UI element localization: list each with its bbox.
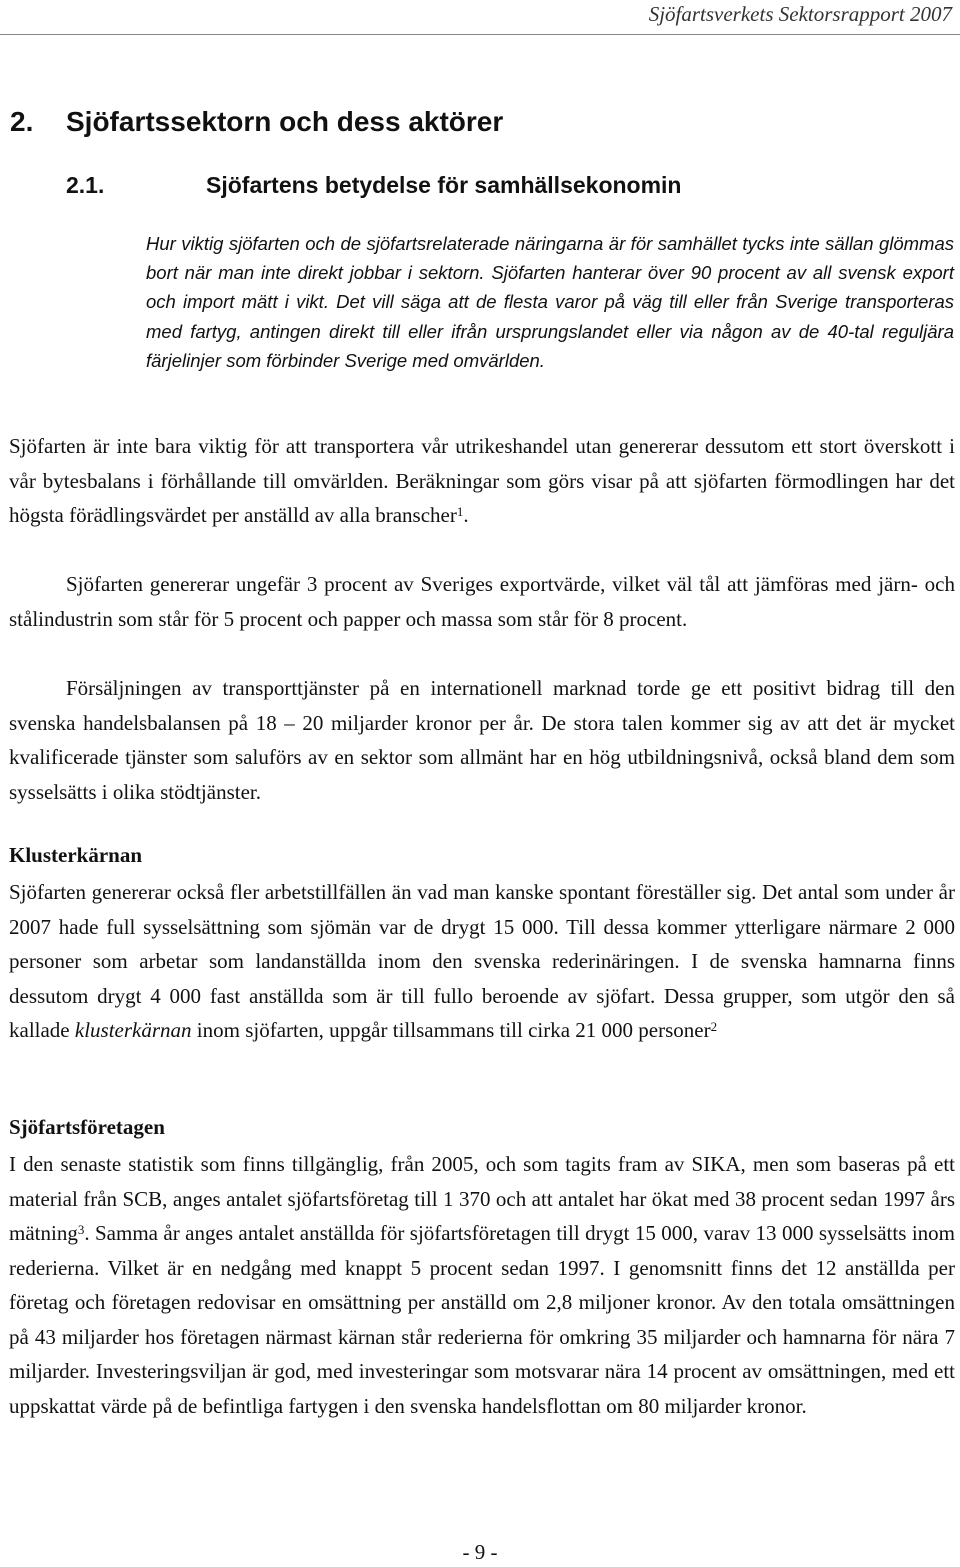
paragraph-2: Sjöfarten genererar ungefär 3 procent av Sveriges exportvärde, vilket väl tål att jämföras med järn- och stålindustrin som står för 5 procent och papper och massa som står för 8 procent. bbox=[9, 572, 955, 631]
section-title: Sjöfartens betydelse för samhällsekonomin bbox=[206, 172, 682, 198]
klusterkarnan-term: klusterkärnan bbox=[74, 1018, 192, 1042]
chapter-title: Sjöfartssektorn och dess aktörer bbox=[66, 106, 504, 137]
klusterkarnan-text-b: inom sjöfarten, uppgår tillsammans till cirka 21 000 personer bbox=[191, 1018, 711, 1042]
paragraph-1 bbox=[9, 429, 955, 533]
running-header: Sjöfartsverkets Sektorsrapport 2007 bbox=[648, 2, 952, 26]
sjofartsforetagen-text-a: I den senaste statistik som finns tillgänglig, från 2005, och som tagits fram av SIKA, men som baseras på ett material från SCB, anges antalet sjöfartsföretag till 1 370 och att antalet har ökat med 38 procent sedan 1997 års mätning bbox=[9, 1152, 955, 1245]
paragraph-1-text: Sjöfarten är inte bara viktig för att transportera vår utrikeshandel utan genererar dessutom ett stort överskott i vår bytesbalans i förhållande till omvärlden. Beräkningar som görs visar på att sjöfarten förmodlingen har det högsta förädlingsvärdet per anställd av alla branscher bbox=[9, 434, 955, 527]
chapter-number: 2. bbox=[10, 106, 34, 137]
sjofartsforetagen-heading: Sjöfartsföretagen bbox=[9, 1115, 165, 1139]
klusterkarnan-text-a: Sjöfarten genererar också fler arbetstillfällen än vad man kanske spontant föreställer sig. Det antal som under år 2007 hade full sysselsättning som sjömän var de drygt 15 000. Till dessa kommer ytterligare närmare 2 000 personer som arbetar som landanställda inom den svenska rederinäringen. I de svenska hamnarna finns dessutom drygt 4 000 fast anställda som är till fullo beroende av sjöfart. Dessa grupper, som utgör den så kallade bbox=[9, 880, 955, 1042]
page-number: - 9 - bbox=[462, 1540, 498, 1564]
footnote-ref-3: 3 bbox=[77, 1222, 85, 1237]
paragraph-3: Försäljningen av transporttjänster på en internationell marknad torde ge ett positivt bidrag till den svenska handelsbalansen på 18 – 20 miljarder kronor per år. De stora talen kommer sig av att det är mycket kvalificerade tjänster som saluförs av en sektor som allmänt har en hög utbildningsnivå, också bland dem som sysselsätts i olika stödtjänster. bbox=[9, 676, 955, 804]
klusterkarnan-heading: Klusterkärnan bbox=[9, 843, 143, 867]
paragraph-1-end: . bbox=[463, 503, 469, 527]
klusterkarnan-paragraph bbox=[9, 875, 955, 1048]
chapter-heading bbox=[10, 106, 503, 138]
footnote-ref-2: 2 bbox=[710, 1019, 718, 1034]
sjofartsforetagen-text-b: . Samma år anges antalet anställda för sjöfartsföretagen till drygt 15 000, varav 13 000 sysselsätts inom rederierna. Vilket är en nedgång med knappt 5 procent sedan 1997. I genomsnitt finns det 12 anställda per företag och företagen redovisar en omsättning per anställd om 2,8 miljoner kronor. Av den totala omsättningen på 43 miljarder hos företagen närmast kärnan står rederierna för omkring 35 miljarder och hamnarna för nära 7 miljarder. Investeringsviljan är god, med investeringar som motsvarar nära 14 procent av omsättningen, med ett uppskattat värde på de befintliga fartygen i den svenska handelsflottan om 80 miljarder kronor. bbox=[9, 1221, 955, 1418]
sjofartsforetagen-paragraph bbox=[9, 1147, 955, 1423]
section-number: 2.1. bbox=[66, 172, 105, 198]
footnote-ref-1: 1 bbox=[456, 504, 464, 519]
intro-paragraph: Hur viktig sjöfarten och de sjöfartsrelaterade näringarna är för samhället tycks inte sällan glömmas bort när man inte direkt jobbar i sektorn. Sjöfarten hanterar över 90 procent av all svensk export och import mätt i vikt. Det vill säga att de flesta varor på väg till eller från Sverige transporteras med fartyg, antingen direkt till eller ifrån ursprungslandet eller via någon av de 40-tal reguljära färjelinjer som förbinder Sverige med omvärlden. bbox=[146, 233, 954, 371]
header-rule bbox=[0, 34, 960, 35]
section-heading bbox=[66, 172, 681, 199]
